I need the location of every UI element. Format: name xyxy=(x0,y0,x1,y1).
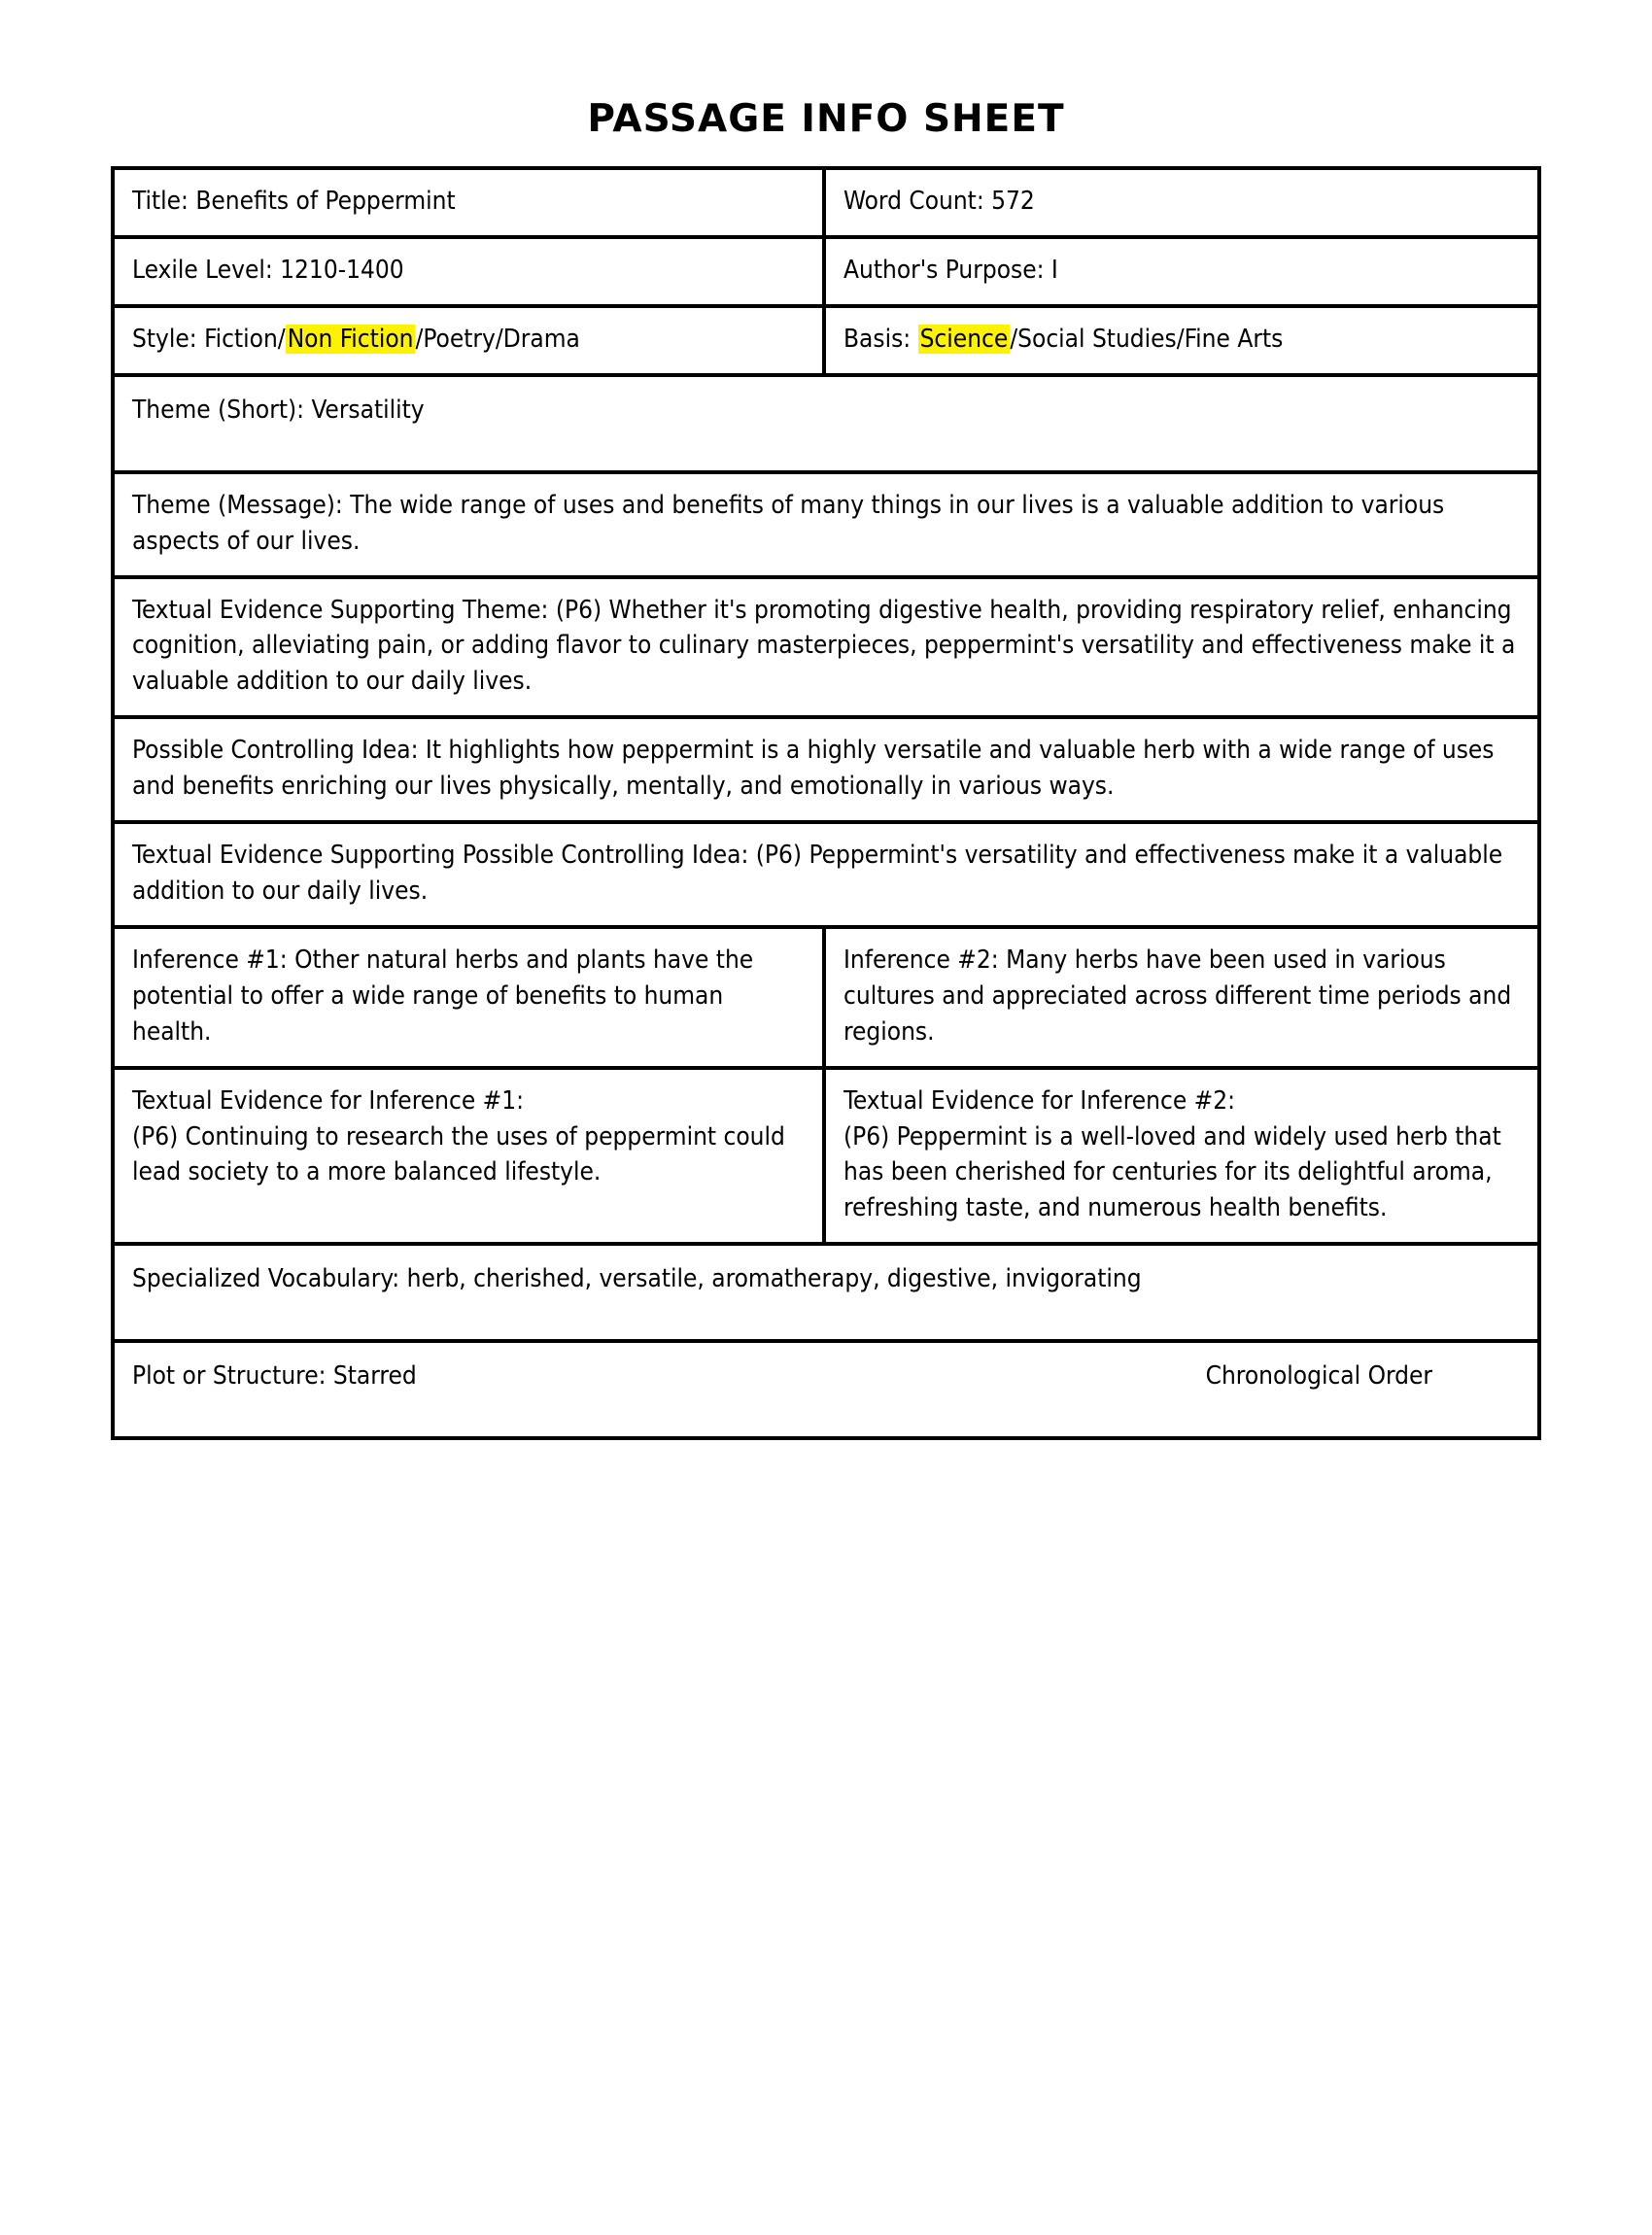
basis-prefix: Basis: xyxy=(843,324,918,354)
lexile-level-cell: Lexile Level: 1210-1400 xyxy=(115,239,826,304)
basis-cell xyxy=(826,308,1537,373)
basis-selected-highlight: Science xyxy=(919,324,1009,354)
table-row xyxy=(115,308,1537,377)
table-row xyxy=(115,1246,1537,1343)
style-selected-highlight: Non Fiction xyxy=(287,324,414,354)
evidence-inference-2-label: Textual Evidence for Inference #2: xyxy=(843,1085,1235,1116)
specialized-vocabulary-cell: Specialized Vocabulary: herb, cherished, versatile, aromatherapy, digestive, invigorating xyxy=(132,1264,1142,1294)
possible-controlling-idea-cell: Possible Controlling Idea: It highlights how peppermint is a highly versatile and valuable herb with a wide range of uses and benefits enriching our lives physically, mentally, and emotionally in various ways. xyxy=(132,736,1495,802)
plot-or-structure-cell xyxy=(115,1343,1537,1436)
textual-evidence-theme-cell: Textual Evidence Supporting Theme: (P6) Whether it's promoting digestive health, providing respiratory relief, enhancing cognition, alleviating pain, or adding flavor to culinary masterpieces, peppermint's versatility and effectiveness make it a valuable addition to our daily lives. xyxy=(132,595,1516,697)
table-row xyxy=(115,170,1537,239)
table-row xyxy=(115,474,1537,579)
table-row xyxy=(115,1343,1537,1436)
table-row xyxy=(115,929,1537,1070)
info-table xyxy=(111,166,1541,1440)
table-row xyxy=(115,377,1537,474)
evidence-inference-1-cell xyxy=(115,1070,826,1243)
textual-evidence-controlling-idea-cell: Textual Evidence Supporting Possible Controlling Idea: (P6) Peppermint's versatility and effectiveness make it a valuable addition to our daily lives. xyxy=(132,841,1503,906)
style-suffix: /Poetry/Drama xyxy=(415,324,580,354)
title-cell: Title: Benefits of Peppermint xyxy=(115,170,826,235)
evidence-inference-2-text: (P6) Peppermint is a well-loved and widely used herb that has been cherished for centuries for its delightful aroma, refreshing taste, and numerous health benefits. xyxy=(843,1121,1501,1223)
table-row xyxy=(115,824,1537,929)
evidence-inference-2-cell xyxy=(826,1070,1537,1243)
evidence-inference-1-text: (P6) Continuing to research the uses of peppermint could lead society to a more balanced lifestyle. xyxy=(132,1121,785,1187)
word-count-cell: Word Count: 572 xyxy=(843,187,1035,216)
inference-2-cell: Inference #2: Many herbs have been used in various cultures and appreciated across different time periods and regions. xyxy=(843,945,1512,1047)
style-cell xyxy=(115,308,826,373)
theme-message-cell: Theme (Message): The wide range of uses and benefits of many things in our lives is a valuable addition to various aspects of our lives. xyxy=(132,490,1445,556)
inference-1-cell: Inference #1: Other natural herbs and plants have the potential to offer a wide range of benefits to human health. xyxy=(115,929,826,1066)
evidence-inference-1-label: Textual Evidence for Inference #1: xyxy=(132,1085,524,1116)
theme-short-cell: Theme (Short): Versatility xyxy=(132,395,425,425)
authors-purpose-cell: Author's Purpose: I xyxy=(843,255,1058,285)
plot-or-structure-note: Chronological Order xyxy=(1205,1361,1432,1392)
page-title: PASSAGE INFO SHEET xyxy=(587,97,1065,141)
basis-suffix: /Social Studies/Fine Arts xyxy=(1010,324,1284,354)
table-row xyxy=(115,239,1537,308)
table-row xyxy=(115,1070,1537,1247)
table-row xyxy=(115,579,1537,720)
plot-or-structure-label: Plot or Structure: Starred xyxy=(132,1361,417,1392)
table-row xyxy=(115,719,1537,824)
passage-info-sheet-page xyxy=(0,97,1652,2235)
style-prefix: Style: Fiction/ xyxy=(132,324,286,354)
